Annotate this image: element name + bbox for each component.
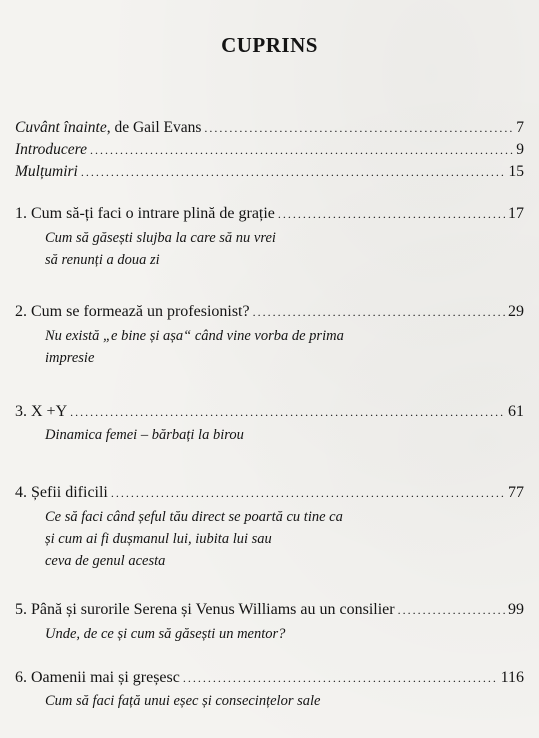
dot-leader bbox=[111, 483, 505, 503]
toc-entry-chapter-2 bbox=[15, 302, 524, 322]
entry-page-number: 29 bbox=[508, 303, 524, 320]
entry-label: 5. Până și surorile Serena și Venus Williams au un consilier bbox=[15, 601, 395, 618]
chapter-4-subtitle: Ce să faci când șeful tău direct se poartă cu tine ca și cum ai fi dușmanul lui, iubita lui sau ceva de genul acesta bbox=[45, 509, 343, 569]
entry-label: 6. Oamenii mai și greșesc bbox=[15, 669, 180, 686]
dot-leader bbox=[278, 204, 505, 224]
entry-page-number: 99 bbox=[508, 601, 524, 618]
entry-label: 2. Cum se formează un profesionist? bbox=[15, 303, 250, 320]
entry-page-number: 17 bbox=[508, 205, 524, 222]
dot-leader bbox=[253, 302, 505, 322]
toc-entry-introduction bbox=[15, 140, 524, 160]
entry-label: Mulțumiri bbox=[15, 163, 78, 180]
entry-page-number: 15 bbox=[508, 163, 524, 180]
chapter-2-subtitle: Nu există „e bine și așa“ când vine vorba de prima impresie bbox=[45, 328, 344, 366]
toc-entry-chapter-5 bbox=[15, 600, 524, 620]
entry-label: 3. X +Y bbox=[15, 403, 68, 420]
entry-label: Cuvânt înainte, de Gail Evans bbox=[15, 119, 202, 136]
entry-page-number: 61 bbox=[508, 403, 524, 420]
toc-entry-chapter-4 bbox=[15, 483, 524, 503]
entry-label: 1. Cum să-ți faci o intrare plină de grație bbox=[15, 205, 275, 222]
chapter-5-subtitle: Unde, de ce și cum să găsești un mentor? bbox=[45, 626, 286, 642]
dot-leader bbox=[70, 402, 505, 422]
entry-label: 4. Șefii dificili bbox=[15, 484, 108, 501]
dot-leader bbox=[183, 668, 498, 688]
dot-leader bbox=[204, 118, 513, 138]
entry-page-number: 77 bbox=[508, 484, 524, 501]
dot-leader bbox=[398, 600, 505, 620]
entry-page-number: 7 bbox=[516, 119, 524, 136]
toc-entry-acknowledgements bbox=[15, 162, 524, 182]
dot-leader bbox=[90, 140, 513, 160]
entry-label: Introducere bbox=[15, 141, 88, 158]
chapter-3-subtitle: Dinamica femei – bărbați la birou bbox=[45, 427, 244, 443]
entry-page-number: 9 bbox=[516, 141, 524, 158]
toc-entry-chapter-3 bbox=[15, 402, 524, 422]
chapter-6-subtitle: Cum să faci față unui eșec și consecințelor sale bbox=[45, 693, 321, 709]
entry-page-number: 116 bbox=[500, 669, 524, 686]
chapter-1-subtitle: Cum să găsești slujba la care să nu vrei să renunți a doua zi bbox=[45, 230, 276, 268]
toc-entry-chapter-6 bbox=[15, 668, 524, 688]
dot-leader bbox=[81, 162, 506, 182]
toc-entry-foreword bbox=[15, 118, 524, 138]
page-title: CUPRINS bbox=[221, 33, 318, 57]
toc-entry-chapter-1 bbox=[15, 204, 524, 224]
